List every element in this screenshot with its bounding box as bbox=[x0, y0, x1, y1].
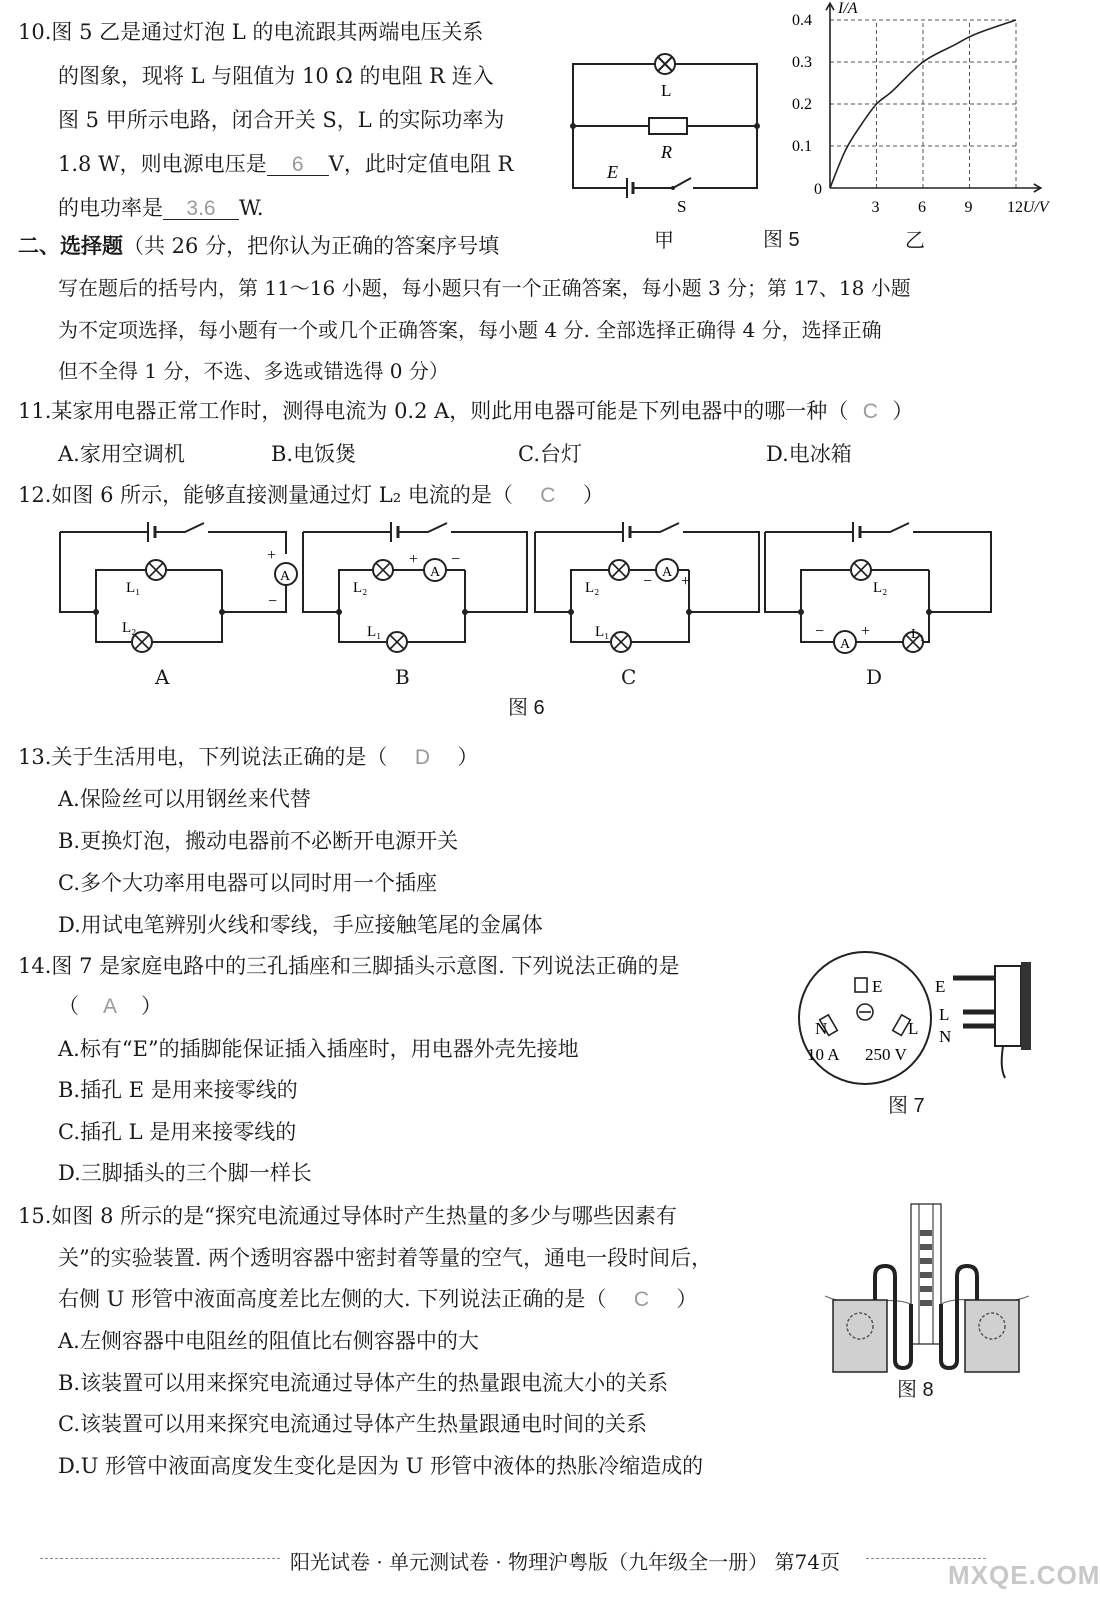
fig6a-l1: L₁ bbox=[126, 580, 141, 596]
fig6-caption: 图 6 bbox=[508, 697, 545, 719]
q11-answer: C bbox=[862, 400, 878, 423]
fig7-socket-plug bbox=[795, 950, 1045, 1090]
fig6b-meter: A bbox=[430, 565, 441, 580]
fig6-label-d: D bbox=[866, 665, 883, 689]
q10-line-2: 的图象，现将 L 与阻值为 10 Ω 的电阻 R 连入 bbox=[58, 64, 494, 88]
footer-rule-right bbox=[866, 1558, 986, 1559]
fig6d-l2: L₂ bbox=[873, 580, 888, 596]
q14-option-c: C.插孔 L 是用来接零线的 bbox=[58, 1120, 297, 1144]
section2-heading: 二、选择题 bbox=[18, 233, 123, 258]
q14-option-d: D.三脚插头的三个脚一样长 bbox=[58, 1161, 312, 1185]
fig6-label-b: B bbox=[395, 665, 410, 689]
y-tick-label: 0.2 bbox=[792, 96, 812, 113]
x-axis-label: U/V bbox=[1022, 199, 1049, 216]
q13-option-c: C.多个大功率用电器可以同时用一个插座 bbox=[58, 871, 437, 895]
q15-option-b: B.该装置可以用来探究电流通过导体产生的热量跟电流大小的关系 bbox=[58, 1371, 669, 1395]
fig6-circuit-d bbox=[765, 520, 1005, 660]
fig6-circuit-b bbox=[303, 520, 543, 660]
q10-answer-1: 6 bbox=[267, 154, 329, 176]
q10-line-5 bbox=[58, 198, 264, 220]
q12-close: ） bbox=[582, 483, 604, 507]
fig6-label-a: A bbox=[155, 665, 170, 689]
q15-line-3 bbox=[58, 1289, 697, 1310]
q14-answer-line bbox=[58, 996, 162, 1017]
fig6a-minus: − bbox=[268, 593, 278, 610]
fig7-plug-e: E bbox=[935, 977, 946, 996]
fig6b-plus: + bbox=[409, 551, 419, 568]
label-e: E bbox=[607, 162, 618, 182]
q13-answer: D bbox=[414, 746, 430, 769]
q11-stem-text: 11.某家用电器正常工作时，测得电流为 0.2 A，则此用电器可能是下列电器中的哪一种（ bbox=[18, 399, 849, 423]
q11-option-c: C.台灯 bbox=[518, 442, 582, 466]
q13-option-a: A.保险丝可以用钢丝来代替 bbox=[58, 787, 311, 811]
q15-line-2: 关”的实验装置. 两个透明容器中密封着等量的空气，通电一段时间后， bbox=[58, 1246, 713, 1270]
label-r: R bbox=[661, 142, 672, 162]
fig8-caption: 图 8 bbox=[897, 1379, 934, 1401]
fig7-socket-e: E bbox=[872, 977, 883, 996]
q10-line-1: 10.图 5 乙是通过灯泡 L 的电流跟其两端电压关系 bbox=[18, 20, 484, 44]
x-tick-label: 0 bbox=[814, 181, 822, 198]
socket-icon bbox=[799, 952, 931, 1084]
q15-option-d: D.U 形管中液面高度发生变化是因为 U 形管中液体的热胀冷缩造成的 bbox=[58, 1454, 704, 1478]
x-tick-label: 3 bbox=[871, 199, 880, 216]
fig7-plug-l: L bbox=[939, 1005, 950, 1024]
q12-stem-text: 12.如图 6 所示，能够直接测量通过灯 L₂ 电流的是（ bbox=[18, 483, 513, 507]
fig6b-l2: L₂ bbox=[353, 580, 368, 596]
right-container bbox=[965, 1300, 1019, 1372]
q15-line-3-text: 右侧 U 形管中液面高度差比左侧的大. 下列说法正确的是（ bbox=[58, 1287, 607, 1311]
fig7-rating-a: 10 A bbox=[807, 1045, 840, 1064]
fig6c-l2: L₂ bbox=[585, 580, 600, 596]
fig6-label-c: C bbox=[621, 665, 637, 689]
q14-close: ） bbox=[141, 994, 162, 1018]
fig7-plug-n: N bbox=[939, 1027, 952, 1046]
fig7-socket-n: N bbox=[815, 1019, 828, 1038]
x-tick-label: 12 bbox=[1007, 199, 1023, 216]
q12-stem bbox=[18, 485, 604, 506]
fig6b-minus: − bbox=[451, 551, 461, 568]
fig6-circuit-a bbox=[60, 520, 300, 660]
fig7-socket-l: L bbox=[908, 1019, 919, 1038]
fig7-rating-v: 250 V bbox=[865, 1045, 907, 1064]
q11-option-b: B.电饭煲 bbox=[271, 442, 357, 466]
q11-option-a: A.家用空调机 bbox=[58, 442, 185, 466]
q10-text-d: W. bbox=[239, 196, 264, 220]
footer-rule-left bbox=[40, 1558, 280, 1559]
y-axis-label: I/A bbox=[838, 0, 858, 18]
q13-stem bbox=[18, 747, 478, 768]
q10-text-a: 1.8 W，则电源电压是 bbox=[58, 152, 267, 176]
x-tick-label: 9 bbox=[964, 199, 973, 216]
q14-open: （ bbox=[58, 994, 79, 1018]
fig5-caption: 图 5 bbox=[763, 229, 800, 251]
q13-option-b: B.更换灯泡，搬动电器前不必断开电源开关 bbox=[58, 829, 459, 853]
q10-line-4 bbox=[58, 154, 513, 176]
fig6c-minus: − bbox=[643, 573, 653, 590]
q14-stem: 14.图 7 是家庭电路中的三孔插座和三脚插头示意图. 下列说法正确的是 bbox=[18, 954, 680, 978]
label-l: L bbox=[661, 81, 672, 100]
q15-close: ） bbox=[676, 1287, 698, 1311]
x-tick-label: 6 bbox=[918, 199, 926, 216]
fig6d-meter: A bbox=[840, 637, 851, 652]
q11-option-d: D.电冰箱 bbox=[766, 442, 852, 466]
fig6a-meter: A bbox=[280, 569, 291, 584]
y-tick-label: 0.4 bbox=[792, 12, 812, 29]
fig6d-minus: − bbox=[815, 623, 825, 640]
fig6c-meter: A bbox=[662, 565, 673, 580]
q14-answer: A bbox=[102, 995, 117, 1018]
section2-line-2: 写在题后的括号内，第 11～16 小题，每小题只有一个正确答案，每小题 3 分；第 17、18 小题 bbox=[58, 276, 911, 300]
q15-answer: C bbox=[633, 1288, 649, 1311]
left-container bbox=[833, 1300, 887, 1372]
q15-option-c: C.该装置可以用来探究电流通过导体产生热量跟通电时间的关系 bbox=[58, 1412, 647, 1436]
q14-option-b: B.插孔 E 是用来接零线的 bbox=[58, 1078, 298, 1102]
q13-stem-text: 13.关于生活用电，下列说法正确的是（ bbox=[18, 745, 388, 769]
section2-intro: （共 26 分，把你认为正确的答案序号填 bbox=[123, 234, 500, 258]
fig5-yi-label: 乙 bbox=[905, 228, 925, 252]
y-tick-label: 0.1 bbox=[792, 138, 812, 155]
fig6a-plus: + bbox=[267, 547, 277, 564]
resistor-r bbox=[649, 118, 687, 134]
y-tick-label: 0.3 bbox=[792, 54, 812, 71]
q13-close: ） bbox=[457, 745, 479, 769]
fig5-iu-chart bbox=[790, 0, 1049, 220]
q15-option-a: A.左侧容器中电阻丝的阻值比右侧容器中的大 bbox=[58, 1329, 479, 1353]
label-s: S bbox=[677, 197, 687, 216]
fig6b-l1: L₁ bbox=[367, 624, 382, 640]
q10-answer-2: 3.6 bbox=[163, 198, 239, 220]
fig7-caption: 图 7 bbox=[888, 1095, 925, 1117]
section2-line-1 bbox=[18, 235, 499, 257]
fig5-jia-label: 甲 bbox=[654, 228, 674, 252]
fig6-circuit-c bbox=[535, 520, 775, 660]
q10-line-3: 图 5 甲所示电路，闭合开关 S，L 的实际功率为 bbox=[58, 108, 505, 132]
fig6d-l1: L₁ bbox=[911, 627, 925, 642]
footer-text: 阳光试卷 · 单元测试卷 · 物理沪粤版（九年级全一册） 第74页 bbox=[290, 1550, 840, 1574]
section2-line-3: 为不定项选择，每小题有一个或几个正确答案，每小题 4 分. 全部选择正确得 4 分，选择正确 bbox=[58, 318, 882, 342]
q12-answer: C bbox=[540, 484, 556, 507]
watermark: MXQE.COM bbox=[948, 1560, 1100, 1590]
q11-stem bbox=[18, 401, 913, 422]
fig8-apparatus bbox=[815, 1200, 1035, 1380]
q14-option-a: A.标有“E”的插脚能保证插入插座时，用电器外壳先接地 bbox=[58, 1037, 579, 1061]
fig6c-plus: + bbox=[681, 573, 691, 590]
fig6a-l2: L₂ bbox=[122, 620, 137, 636]
q10-text-b: V，此时定值电阻 R bbox=[328, 152, 514, 176]
q11-close: ） bbox=[892, 399, 914, 423]
q13-option-d: D.用试电笔辨别火线和零线，手应接触笔尾的金属体 bbox=[58, 913, 543, 937]
plug-icon bbox=[953, 962, 1031, 1078]
q15-line-1: 15.如图 8 所示的是“探究电流通过导体时产生热量的多少与哪些因素有 bbox=[18, 1204, 677, 1228]
q10-text-c: 的电功率是 bbox=[58, 196, 163, 220]
section2-line-4: 但不全得 1 分，不选、多选或错选得 0 分） bbox=[58, 359, 449, 383]
fig6c-l1: L₁ bbox=[595, 624, 610, 640]
fig5-circuit-jia bbox=[565, 52, 765, 216]
fig6d-plus: + bbox=[861, 623, 871, 640]
